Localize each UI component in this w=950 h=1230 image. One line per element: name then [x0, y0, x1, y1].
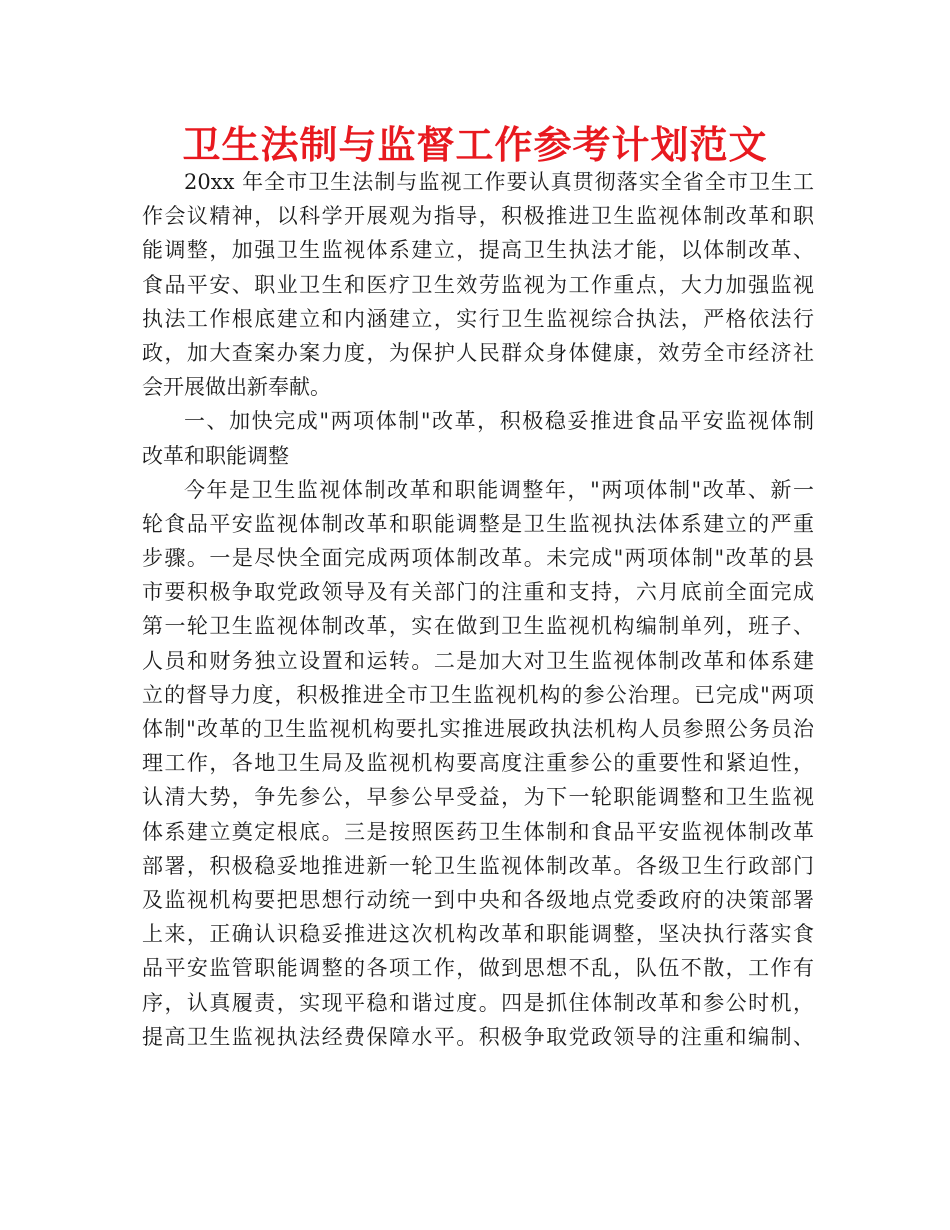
text-line: 部署，积极稳妥地推进新一轮卫生监视体制改革。各级卫生行政部门 — [142, 853, 814, 878]
text-line: 上来，正确认识稳妥推进这次机构改革和职能调整，坚决执行落实食 — [142, 922, 814, 947]
text-line: 20xx 年全市卫生法制与监视工作要认真贯彻落实全省全市卫生工 — [184, 170, 814, 194]
text-line: 政，加大查案办案力度，为保护人民群众身体健康，效劳全市经济社 — [142, 340, 814, 365]
text-line: 执法工作根底建立和内涵建立，实行卫生监视综合执法，严格依法行 — [142, 306, 814, 331]
text-line: 品平安监管职能调整的各项工作，做到思想不乱，队伍不散，工作有 — [142, 956, 814, 981]
text-line: 体制"改革的卫生监视机构要扎实推进展政执法机构人员参照公务员治 — [142, 717, 814, 741]
text-line: 人员和财务独立设置和运转。二是加大对卫生监视体制改革和体系建 — [142, 648, 814, 673]
text-line: 轮食品平安监视体制改革和职能调整是卫生监视执法体系建立的严重 — [142, 511, 814, 536]
text-line: 及监视机构要把思想行动统一到中央和各级地点党委政府的决策部署 — [142, 887, 814, 912]
section-heading-line: 一、加快完成"两项体制"改革，积极稳妥推进食品平安监视体制 — [184, 409, 814, 434]
text-line: 食品平安、职业卫生和医疗卫生效劳监视为工作重点，大力加强监视 — [142, 272, 814, 297]
text-line: 第一轮卫生监视体制改革，实在做到卫生监视机构编制单列，班子、 — [142, 614, 814, 639]
text-line: 理工作，各地卫生局及监视机构要高度注重参公的重要性和紧迫性， — [142, 751, 814, 776]
text-line: 会开展做出新奉献。 — [142, 375, 331, 400]
text-line: 今年是卫生监视体制改革和职能调整年，"两项体制"改革、新一 — [184, 477, 814, 502]
text-line: 立的督导力度，积极推进全市卫生监视机构的参公治理。已完成"两项 — [142, 682, 814, 707]
text-line: 市要积极争取党政领导及有关部门的注重和支持，六月底前全面完成 — [142, 580, 814, 605]
text-line: 能调整，加强卫生监视体系建立，提高卫生执法才能，以体制改革、 — [142, 238, 814, 263]
text-line: 步骤。一是尽快全面完成两项体制改革。未完成"两项体制"改革的县 — [142, 546, 814, 571]
text-line: 认清大势，争先参公，早参公早受益，为下一轮职能调整和卫生监视 — [142, 785, 814, 810]
text-line: 序，认真履责，实现平稳和谐过度。四是抓住体制改革和参公时机， — [142, 990, 814, 1015]
text-line: 体系建立奠定根底。三是按照医药卫生体制和食品平安监视体制改革 — [142, 819, 814, 844]
text-line: 作会议精神，以科学开展观为指导，积极推进卫生监视体制改革和职 — [142, 204, 814, 229]
document-body — [142, 165, 814, 1054]
section-heading-line: 改革和职能调整 — [142, 443, 289, 468]
document-title: 卫生法制与监督工作参考计划范文 — [182, 123, 768, 167]
text-line: 提高卫生监视执法经费保障水平。积极争取党政领导的注重和编制、 — [142, 1024, 814, 1049]
